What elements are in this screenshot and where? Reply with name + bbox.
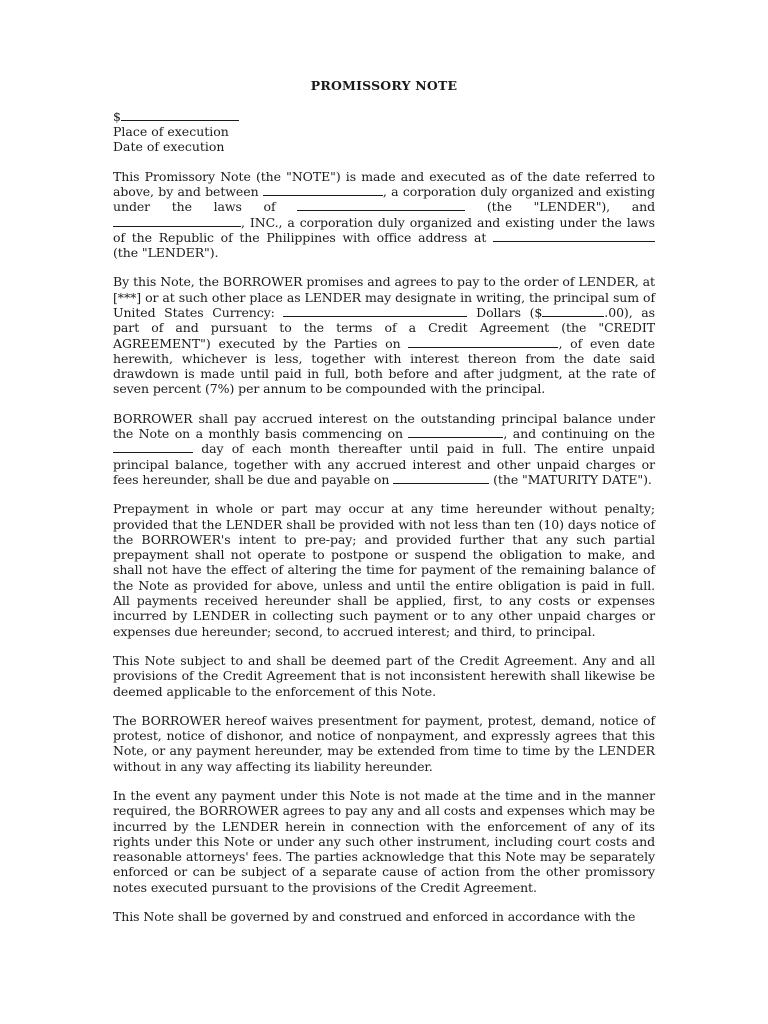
- paragraph-prepayment: Prepayment in whole or part may occur at any time hereunder without penalty; provided that the LENDER shall be provided with not less than ten (10) days notice of the BORROWER's intent to pre-pay; and provided further that any such partial prepayment shall not operate to postpone or suspend the obligation to make, and shall not have the effect of altering the time for payment of the remaining balance of the Note as provided for above, unless and until the entire obligation is paid in full. All payments received hereunder shall be applied, first, to any costs or expenses incurred by LENDER in collecting such payment or to any other unpaid charges or expenses due hereunder; second, to accrued interest; and third, to principal.: [113, 501, 655, 639]
- amount-blank: [121, 109, 239, 121]
- blank-amount-figures: [542, 305, 604, 317]
- place-of-execution: Place of execution: [113, 124, 229, 140]
- blank-amount-words: [283, 305, 467, 317]
- paragraph-enforcement-costs: In the event any payment under this Note is not made at the time and in the manner required, the BORROWER agrees to pay any and all costs and expenses which may be incurred by the LENDER herein in connection with the enforcement of any of its rights under this Note or under any such other instrument, including court costs and reasonable attorneys' fees. The parties acknowledge that this Note may be separately enforced or can be subject of a separate cause of action from the other promissory notes executed pursuant to the provisions of the Credit Agreement.: [113, 788, 655, 895]
- p3-text-c: day of each month thereafter until paid in full. The entire unpaid principal balance, together with any accrued interest and other unpaid charges or fees hereunder, shall be due and payable on: [113, 441, 655, 487]
- p1-text-b: , a corporation duly organized and existing under the laws of: [113, 183, 655, 215]
- p2-text-a: By this Note, the BORROWER promises and agrees to pay to the order of LENDER, at [***] or at such other place as LENDER may designate in writing, the principal sum of United States Currency:: [113, 274, 655, 320]
- p2-text-d: , of even date herewith, whichever is less, together with interest thereon from the date said drawdown is made until paid in full, both before and after judgment, at the rate of seven percent (7%) per annum to be compounded with the principal.: [113, 335, 655, 397]
- p2-text-c: .00), as part of and pursuant to the terms of a Credit Agreement (the "CREDIT AGREEMENT") executed by the Parties on: [113, 304, 655, 351]
- p3-text-d: (the "MATURITY DATE").: [489, 471, 652, 487]
- p1-text-c: (the "LENDER"), and: [465, 199, 655, 215]
- document-title: PROMISSORY NOTE: [310, 78, 458, 93]
- blank-borrower-name: [113, 215, 241, 227]
- blank-jurisdiction: [297, 199, 465, 211]
- blank-lender-name: [263, 184, 383, 196]
- paragraph-principal: [113, 274, 655, 396]
- amount-prefix: $: [113, 109, 121, 124]
- blank-agreement-date: [408, 336, 558, 348]
- p3-text-a: BORROWER shall pay accrued interest on the outstanding principal balance under the Note on a monthly basis commencing on: [113, 410, 655, 442]
- blank-maturity-date: [393, 472, 489, 484]
- blank-payment-day: [113, 441, 193, 453]
- p1-text-d: , INC., a corporation duly organized and existing under the laws of the Republic of the Philippines with office address at: [113, 214, 655, 245]
- p1-text-a: This Promissory Note (the "NOTE") is made and executed as of the date referred to above, by and between: [113, 168, 655, 199]
- p2-text-b: Dollars ($: [467, 304, 543, 320]
- blank-office-address: [493, 230, 655, 242]
- date-of-execution: Date of execution: [113, 139, 225, 155]
- p3-text-b: , and continuing on the: [503, 426, 655, 442]
- paragraph-interest: [113, 411, 655, 487]
- p1-text-e: (the "LENDER").: [113, 245, 219, 261]
- blank-commencement-date: [408, 426, 503, 438]
- paragraph-waiver: The BORROWER hereof waives presentment for payment, protest, demand, notice of protest, notice of dishonor, and notice of nonpayment, and expressly agrees that this Note, or any payment hereunder, may be extended from time to time by the LENDER without in any way affecting its liability hereunder.: [113, 712, 655, 774]
- paragraph-parties: [113, 169, 655, 261]
- paragraph-governing-law: This Note shall be governed by and construed and enforced in accordance with the: [113, 909, 636, 925]
- amount-line: [113, 109, 655, 124]
- paragraph-credit-agreement: This Note subject to and shall be deemed part of the Credit Agreement. Any and all provisions of the Credit Agreement that is not inconsistent herewith shall likewise be deemed applicable to the enforcement of this Note.: [113, 652, 655, 699]
- header-block: [113, 109, 655, 155]
